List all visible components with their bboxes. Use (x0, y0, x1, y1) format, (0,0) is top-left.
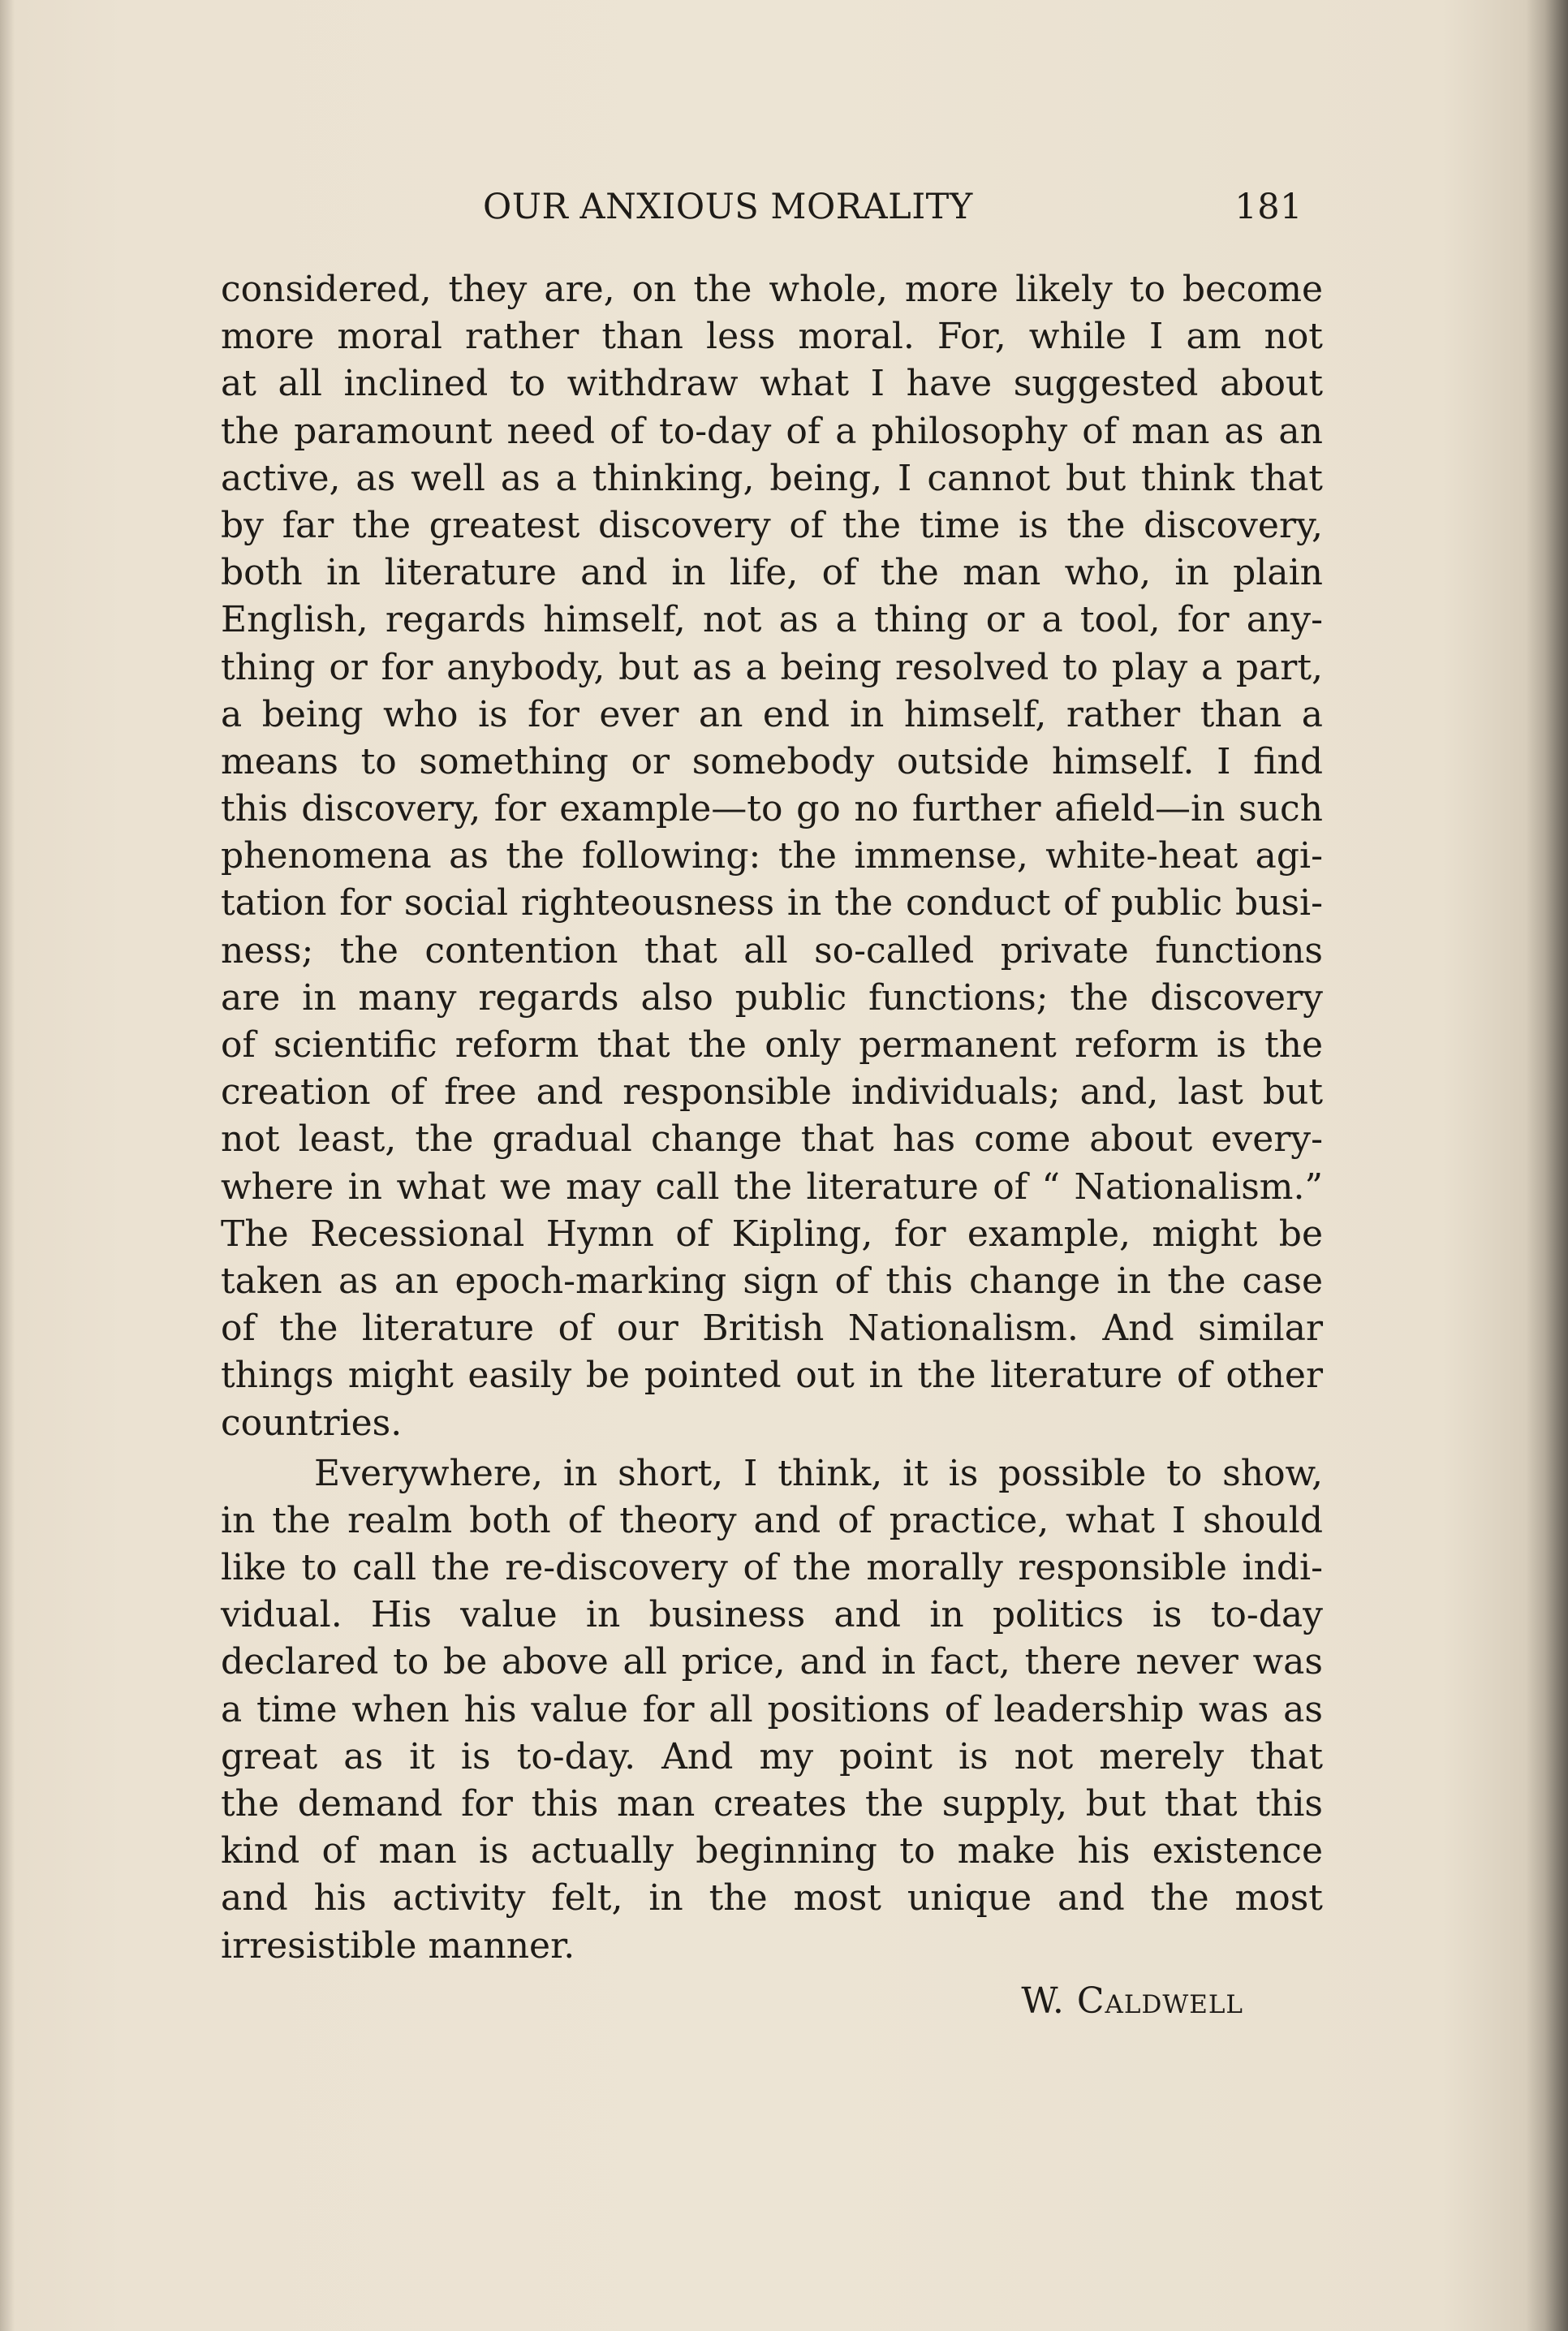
text-line: ness; the contention that all so-called private functions (221, 929, 1323, 972)
page-number: 181 (1234, 187, 1303, 227)
page-gutter-shadow (0, 0, 15, 2331)
text-line: phenomena as the following: the immense, white-heat agi- (221, 835, 1323, 877)
running-title: OUR ANXIOUS MORALITY (483, 187, 973, 227)
text-line: Everywhere, in short, I think, it is possible to show, (314, 1452, 1323, 1494)
text-line: English, regards himself, not as a thing or a tool, for any- (221, 599, 1323, 641)
text-line: The Recessional Hymn of Kipling, for example, might be (221, 1213, 1323, 1255)
text-line: things might easily be pointed out in the literature of other (221, 1355, 1323, 1397)
text-line: thing or for anybody, but as a being resolved to play a part, (221, 646, 1323, 688)
text-line: at all inclined to withdraw what I have suggested about (221, 363, 1323, 405)
text-line: where in what we may call the literature of “ Nationalism.” (221, 1166, 1323, 1208)
text-line: by far the greatest discovery of the time is the discovery, (221, 504, 1323, 546)
page-edge-shadow (1526, 0, 1568, 2331)
text-line: a time when his value for all positions of leadership was as (221, 1688, 1323, 1730)
text-line: means to something or somebody outside himself. I find (221, 740, 1323, 782)
paragraph-1 (221, 266, 1323, 1447)
text-line: active, as well as a thinking, being, I cannot but think that (221, 457, 1323, 499)
text-line: in the realm both of theory and of practice, what I should (221, 1499, 1323, 1541)
text-line: creation of free and responsible individuals; and, last but (221, 1071, 1323, 1114)
text-line: of the literature of our British Nationalism. And similar (221, 1308, 1323, 1350)
text-line: of scientific reform that the only permanent reform is the (221, 1024, 1323, 1066)
paragraph-2 (221, 1450, 1323, 1970)
text-line: taken as an epoch-marking sign of this change in the case (221, 1260, 1323, 1302)
text-line: like to call the re-discovery of the morally responsible indi- (221, 1547, 1323, 1589)
text-line: are in many regards also public functions; the discovery (221, 976, 1323, 1019)
text-line: irresistible manner. (221, 1924, 575, 1967)
text-line: kind of man is actually beginning to make his existence (221, 1830, 1323, 1872)
text-line: great as it is to-day. And my point is not merely that (221, 1735, 1323, 1777)
text-line: countries. (221, 1402, 403, 1444)
text-line: considered, they are, on the whole, more likely to become (221, 269, 1323, 310)
text-line: the paramount need of to-day of a philosophy of man as an (221, 410, 1323, 452)
text-line: a being who is for ever an end in himself, rather than a (221, 693, 1323, 735)
body-text (221, 266, 1323, 1970)
author-signature: W. Caldwell (1021, 1980, 1243, 2022)
text-line: this discovery, for example—to go no further afield—in such (221, 788, 1323, 830)
text-line: more moral rather than less moral. For, while I am not (221, 316, 1323, 358)
text-line: vidual. His value in business and in politics is to-day (221, 1594, 1323, 1636)
text-line: not least, the gradual change that has come about every- (221, 1118, 1323, 1161)
text-line: both in literature and in life, of the man who, in plain (221, 552, 1323, 594)
running-header (219, 187, 1303, 243)
text-line: the demand for this man creates the supply, but that this (221, 1783, 1323, 1825)
text-line: and his activity felt, in the most unique and the most (221, 1877, 1323, 1920)
text-line: declared to be above all price, and in fact, there never was (221, 1641, 1323, 1683)
text-line: tation for social righteousness in the conduct of public busi- (221, 882, 1323, 924)
